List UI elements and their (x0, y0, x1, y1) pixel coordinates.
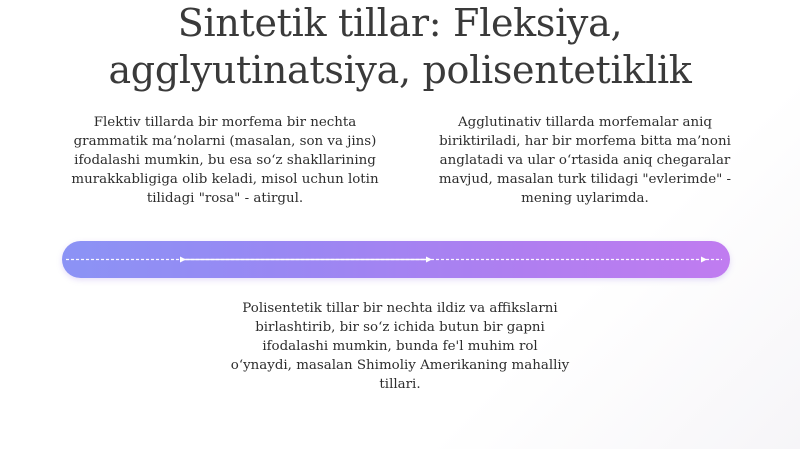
arrowhead-icon (701, 257, 707, 263)
slide-title: Sintetik tillar: Fleksiya, agglyutinatsiya, polisentetiklik (108, 1, 692, 92)
flective-description: Flektiv tillarda bir morfema bir nechta grammatik ma’nolarni (masalan, son va jins) ifodalashi mumkin, bu esa so‘z shakllarining murakkabligiga olib keladi, misol uchun lotin tilidagi "rosa" - atirgul. (71, 115, 379, 206)
agglutinative-description: Agglutinativ tillarda morfemalar aniq biriktiriladi, har bir morfema bitta ma’noni anglatadi va ular o‘rtasida aniq chegaralar mavjud, masalan turk tilidagi "evlerimde" - mening uylarimda. (438, 115, 732, 206)
arrowhead-icon (426, 257, 432, 263)
polysynthetic-description: Polisentetik tillar bir nechta ildiz va affikslarni birlashtirib, bir so‘z ichida butun bir gapni ifodalashi mumkin, bunda fe'l muhim rol o‘ynaydi, masalan Shimoliy Amerikaning mahalliy tillari. (230, 301, 570, 392)
timeline-bar (62, 241, 730, 278)
arrowhead-icon (180, 257, 186, 263)
timeline-arrow-line (62, 241, 730, 278)
